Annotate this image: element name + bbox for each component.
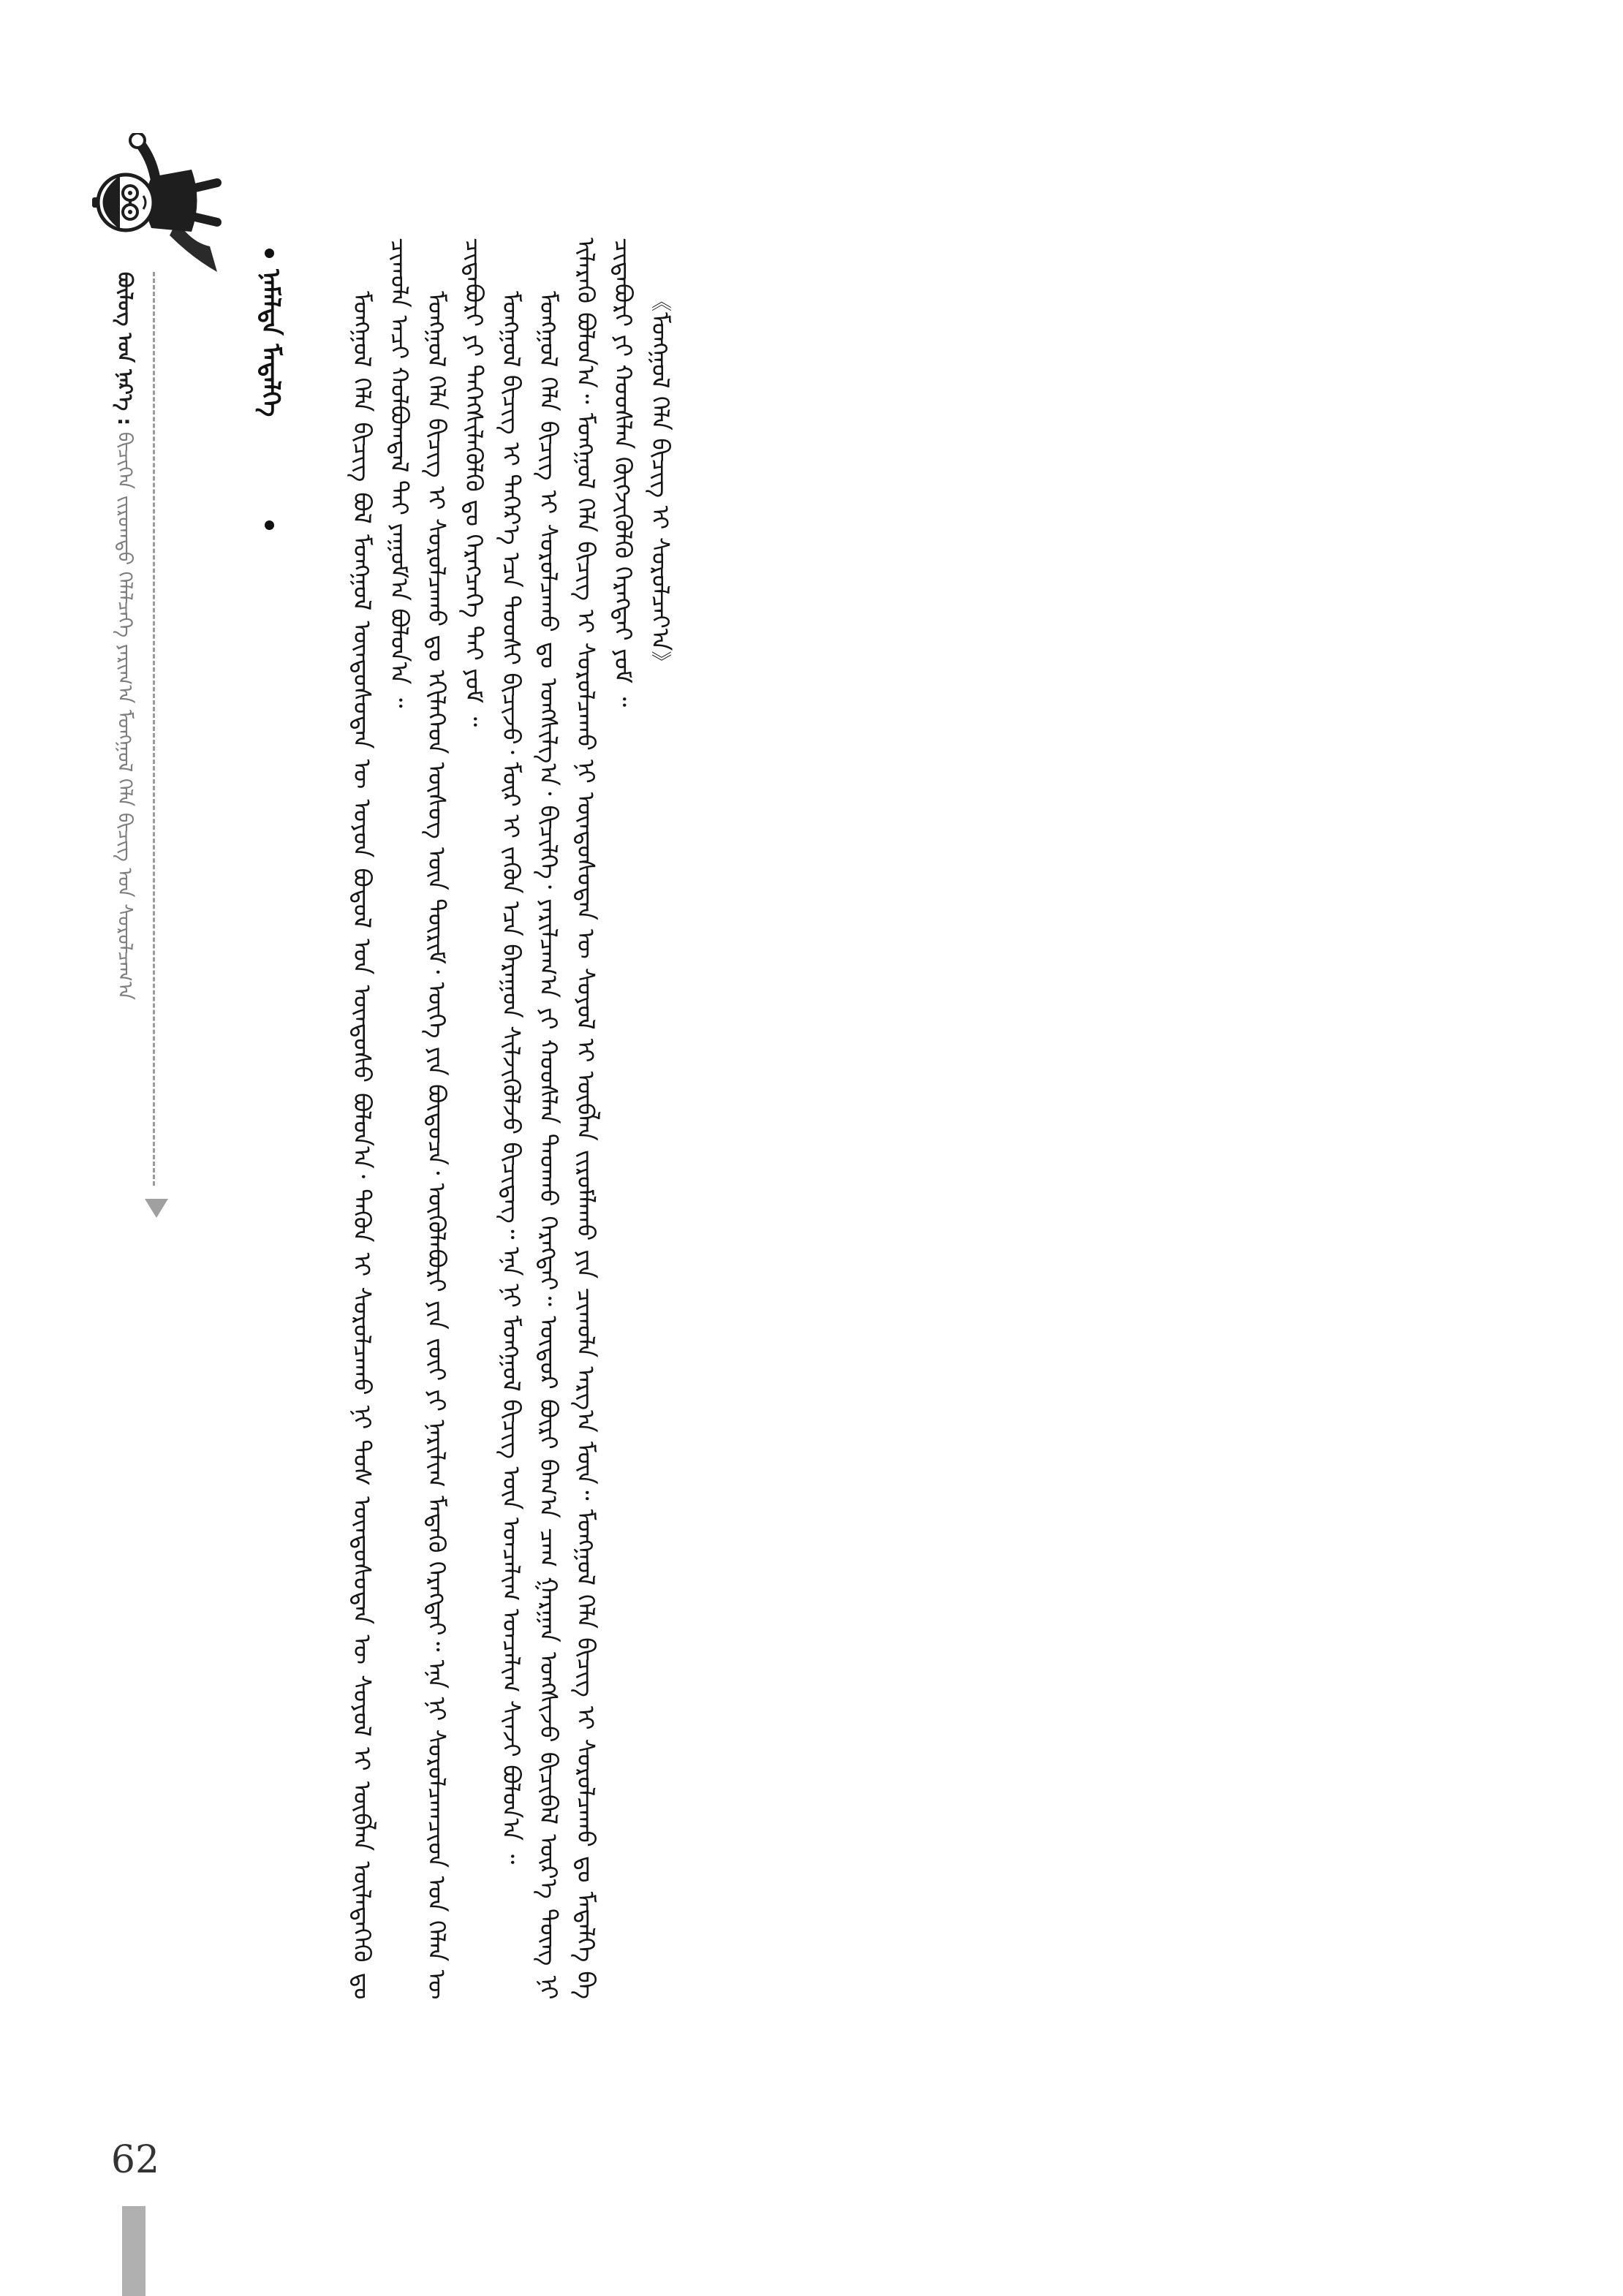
body-text: [344, 238, 1433, 1999]
header-dashed-line: [153, 272, 155, 1186]
body-paragraph-3: ᠮᠣᠩᠭᠣᠯ ᠪᠢᠴᠢᠭ ᠢ ᠳᠡᠭᠡᠷ᠎ᠡ ᠡᠴᠡ ᠳᠣᠣᠰᠢ ᠪᠢᠴᠢᠵᠦ᠂ ᠮᠥᠷ ᠢ ᠵᠡᠭᠦᠨ ᠡᠴᠡ ᠪᠠᠷᠠᠭᠤᠨ ᠰᠢᠯᠵᠢᠭᠦᠯᠵᠦ ᠪᠢᠴᠢᠳᠡᠭ᠃ ᠡᠨᠡ ᠨᠢ ᠮᠣᠩᠭᠣᠯ ᠪᠢᠴᠢᠭ ᠦᠨ ᠣᠨᠴᠠᠯᠢᠭ ᠣᠨᠴᠠᠯᠢᠭ ᠰᠢᠨᠵᠢ ᠪᠣᠯᠤᠨ᠎ᠠ ᠃: [497, 290, 526, 1864]
header-arrow-icon: [145, 1199, 168, 1218]
body-quote-line: [642, 238, 679, 1999]
running-header-label: ᠪᠦᠯᠦᠭ ᠤᠨ ᠨᠡᠷ᠎ᠡ :: [113, 272, 136, 426]
heading-bullet-top: [265, 249, 274, 258]
section-heading: ᠨᠡᠮᠡᠯᠲᠡ ᠮᠡᠳᠡᠯᠭᠡ: [256, 269, 285, 417]
heading-bullet-bottom: [265, 520, 274, 530]
running-header: [102, 272, 146, 1120]
body-paragraph-4: ᠮᠣᠩᠭᠣᠯ ᠬᠡᠯᠡ ᠪᠢᠴᠢᠭ ᠢ ᠰᠤᠷᠤᠯᠴᠠᠬᠤ ᠳᠤ ᠤᠩᠰᠢᠯᠭ᠎ᠠ᠂ ᠪᠢᠴᠢᠯᠭᠡ᠂ ᠶᠠᠷᠢᠯᠴᠠᠭ᠎ᠠ ᠶᠢ ᠬᠣᠣᠰᠯᠠᠨ ᠳᠠᠳᠬᠤ ᠬᠡᠷᠡᠭᠲᠡᠢ᠃ ᠥᠳᠥᠷ ᠪᠦᠷᠢ ᠪᠠᠭ᠎ᠠ ᠴᠠᠭ ᠭᠠᠷᠭᠠᠨ ᠤᠩᠰᠢᠵᠤ ᠪᠢᠴᠢᠪᠡᠯ ᠦᠷ᠎ᠡ ᠳᠦᠩ ᠨᠢ ᠢᠯᠡᠷᠡᠬᠦ ᠪᠣᠯᠤᠨ᠎ᠠ᠃ ᠮᠣᠩᠭᠣᠯ ᠬᠡᠯᠡ ᠪᠢᠴᠢᠭ ᠢ ᠰᠤᠷᠤᠯᠴᠠᠬᠤ ᠨᠢ ᠦᠨᠳᠦᠰᠦᠲᠡᠨ ᠦ ᠰᠣᠶᠤᠯ ᠢ ᠥᠪᠯᠡᠨ ᠵᠢᠷᠤᠮᠯᠠᠬᠤ ᠶᠢᠨ ᠴᠢᠬᠤᠯᠠ ᠠᠷᠭ᠎ᠠ ᠮᠥᠨ᠃ ᠮᠣᠩᠭᠣᠯ ᠬᠡᠯᠡ ᠪᠢᠴᠢᠭ ᠢ ᠰᠤᠷᠤᠯᠴᠠᠬᠤ ᠳᠤ ᠮᠡᠳᠡᠯᠭᠡ ᠪᠠ ᠴᠢᠳᠠᠪᠤᠷᠢ ᠶᠢ ᠬᠣᠣᠰᠯᠠᠨ ᠬᠥᠭᠵᠢᠭᠦᠯᠬᠦ ᠬᠡᠷᠡᠭᠲᠡᠢ ᠶᠤᠮ ᠃: [534, 238, 638, 1999]
boy-mascot-icon: [67, 133, 235, 272]
body-paragraph-2: ᠮᠣᠩᠭᠣᠯ ᠬᠡᠯᠡ ᠪᠢᠴᠢᠭ ᠢ ᠰᠤᠷᠤᠯᠴᠠᠬᠤ ᠳᠤ ᠡᠬᠢᠯᠡᠭᠡᠳ ᠦᠰᠦᠭ ᠦᠨ ᠳᠦᠷᠢᠮ᠂ ᠦᠭᠡ ᠶᠢᠨ ᠪᠦᠲᠦᠴᠡ᠂ ᠦᠭᠦᠯᠡᠪᠦᠷᠢ ᠶᠢᠨ ᠵᠦᠢ ᠶᠢ ᠨᠠᠷᠢᠯᠢᠭ ᠮᠡᠳᠡᠬᠦ ᠬᠡᠷᠡᠭᠲᠡᠢ᠃ ᠡᠨᠡ ᠨᠢ ᠰᠤᠷᠤᠯᠴᠠᠭᠴᠢᠳ ᠤᠨ ᠬᠡᠯᠡᠨ ᠦ ᠴᠢᠳᠠᠪᠤᠷᠢ ᠶᠢ ᠳᠡᠭᠡᠭᠰᠢᠯᠡᠭᠦᠯᠬᠦ ᠳᠤ ᠬᠡᠷᠡᠭᠴᠡᠭᠡ ᠲᠠᠢ ᠶᠤᠮ ᠃: [423, 238, 488, 1999]
page-number: 62: [110, 2138, 160, 2182]
quote-open-mark: 《: [648, 290, 673, 312]
running-header-title: ᠪᠢᠴᠢᠭᠡᠨ ᠵᠢᠷᠤᠭᠲᠤ ᠬᠡᠯᠡᠯᠴᠡᠭᠡ ᠶᠠᠷᠢᠭ᠎ᠠ ᠮᠣᠩᠭᠣᠯ ᠬᠡᠯᠡ ᠪᠢᠴᠢᠭ ᠤᠨ ᠰᠤᠷᠤᠯᠴᠠᠭ᠎ᠠ: [113, 431, 136, 1000]
margin-bar: [122, 2206, 145, 2296]
body-paragraph-1: ᠮᠣᠩᠭᠣᠯ ᠬᠡᠯᠡ ᠪᠢᠴᠢᠭ ᠪᠣᠯ ᠮᠣᠩᠭᠣᠯ ᠦᠨᠳᠦᠰᠦᠲᠡᠨ ᠦ ᠣᠶᠤᠨ ᠪᠣᠳᠤᠯ ᠤᠨ ᠦᠨᠳᠦᠰᠦ ᠪᠣᠯᠤᠨ᠎ᠠ᠂ ᠲᠡᠭᠦᠨ ᠢ ᠰᠤᠷᠤᠯᠴᠠᠬᠤ ᠨᠢ ᠲᠤᠰ ᠦᠨᠳᠦᠰᠦᠲᠡᠨ ᠦ ᠰᠣᠶᠤᠯ ᠢ ᠥᠪᠯᠡᠨ ᠦᠯᠡᠳᠡᠭᠡᠬᠦ ᠳᠤ ᠴᠢᠬᠤᠯᠠ ᠠᠴᠢ ᠬᠤᠯᠪᠣᠭᠳᠠᠯ ᠲᠠᠢ ᠶᠠᠭᠤᠮ᠎ᠠ ᠪᠣᠯᠤᠨ᠎ᠠ ᠃: [348, 238, 414, 1999]
body-quote: ᠮᠣᠩᠭᠣᠯ ᠬᠡᠯᠡ ᠪᠢᠴᠢᠭ ᠢ ᠰᠤᠷᠤᠯᠴᠠᠶ᠎ᠠ: [646, 311, 675, 651]
quote-close-mark: 》: [648, 651, 673, 672]
